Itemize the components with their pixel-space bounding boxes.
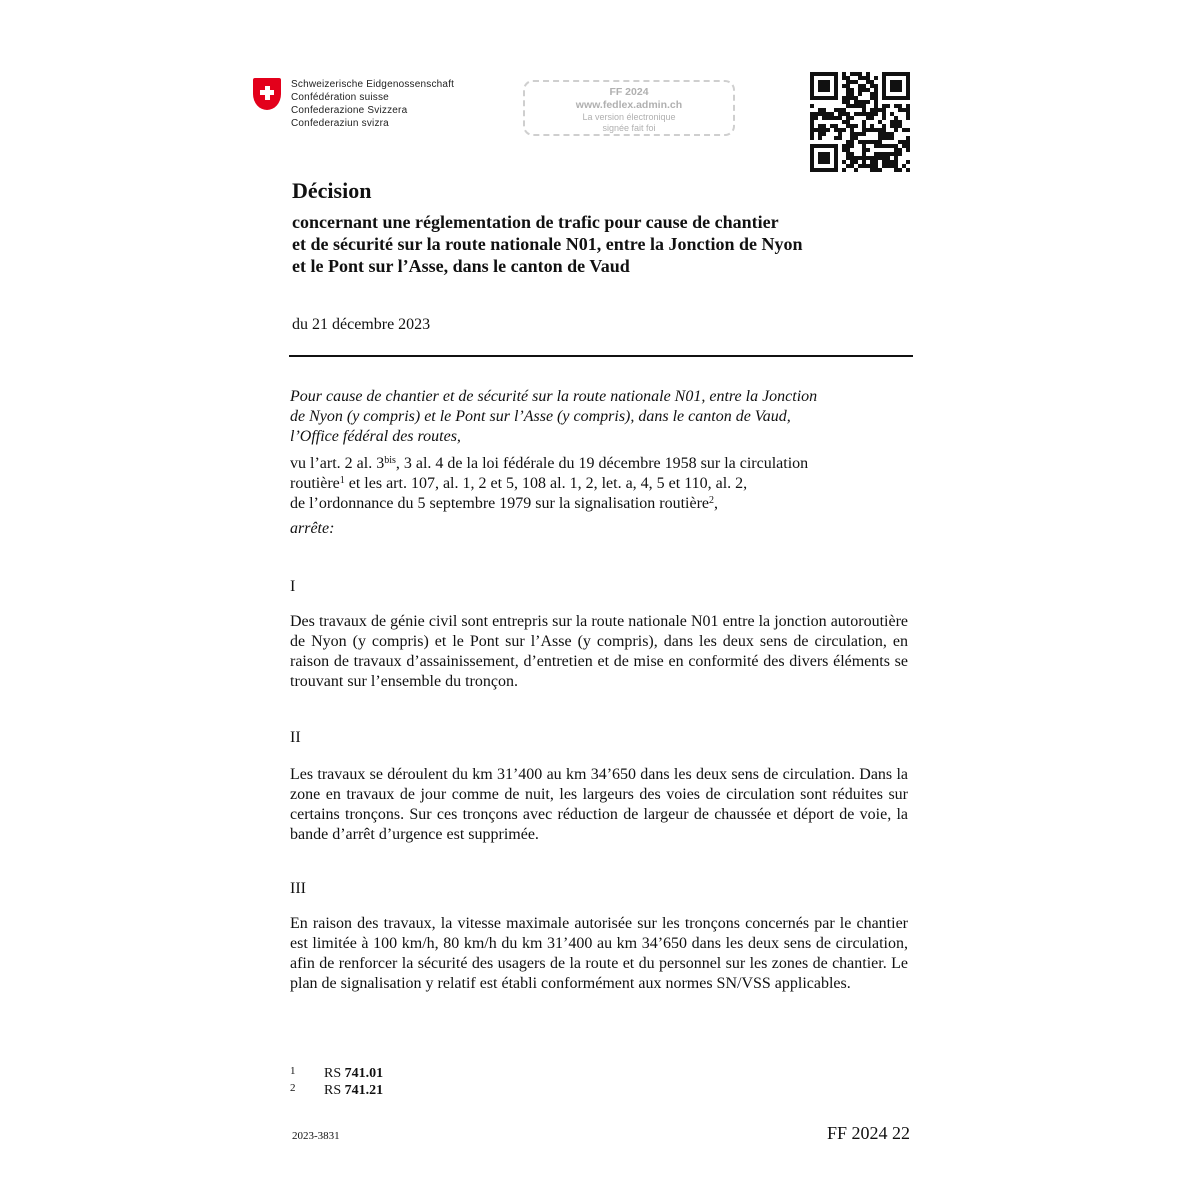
preamble bbox=[290, 387, 912, 447]
confederation-line-rm: Confederaziun svizra bbox=[291, 118, 389, 129]
preamble-line: l’Office fédéral des routes, bbox=[290, 428, 461, 445]
subtitle-line: et de sécurité sur la route nationale N01, entre la Jonction de Nyon bbox=[292, 234, 803, 254]
document-title: Décision bbox=[292, 178, 372, 203]
footnote-number: 1 bbox=[290, 1065, 296, 1077]
confederation-line-de: Schweizerische Eidgenossenschaft bbox=[291, 79, 455, 90]
footnote-ref-2[interactable]: 2 bbox=[709, 495, 714, 506]
stamp-note-1: La version électronique bbox=[582, 112, 676, 122]
document-number: 2023-3831 bbox=[292, 1130, 340, 1142]
section-number: II bbox=[290, 729, 301, 746]
legal-text: , bbox=[714, 495, 718, 512]
document-date: du 21 décembre 2023 bbox=[292, 316, 431, 333]
qr-code-icon bbox=[810, 72, 910, 172]
legal-superscript: bis bbox=[384, 455, 396, 466]
section-text: En raison des travaux, la vitesse maximale autorisée sur les tronçons concernés par le chantier est limitée à 100 km/h, 80 km/h du km 31’400 au km 34’650 dans les deux sens de circulation, afin de renforcer la sécurité des usagers de la route et du personnel sur les zones de chantier. Le plan de signalisation y relatif est établi conformément aux normes SN/VSS applicables. bbox=[290, 915, 908, 992]
confederation-line-fr: Confédération suisse bbox=[291, 92, 389, 103]
confederation-line-it: Confederazione Svizzera bbox=[291, 105, 408, 116]
footnote-2 bbox=[290, 1080, 383, 1099]
subtitle-line: concernant une réglementation de trafic pour cause de chantier bbox=[292, 212, 779, 232]
legal-text: routière bbox=[290, 475, 340, 492]
stamp-note-2: signée fait foi bbox=[602, 123, 656, 133]
legal-text: de l’ordonnance du 5 septembre 1979 sur la signalisation routière bbox=[290, 495, 709, 512]
preamble-line: de Nyon (y compris) et le Pont sur l’Asse (y compris), dans le canton de Vaud, bbox=[290, 408, 791, 425]
swiss-flag-logo bbox=[253, 78, 281, 110]
footnote-ref-1[interactable]: 1 bbox=[339, 475, 345, 486]
footnote-number: 2 bbox=[290, 1082, 296, 1094]
stamp-ff: FF 2024 bbox=[609, 86, 649, 98]
footnote-link[interactable]: 741.01 bbox=[344, 1066, 384, 1081]
page-reference: FF 2024 22 bbox=[826, 1123, 910, 1143]
section-number: III bbox=[290, 880, 306, 897]
legal-text: et les art. 107, al. 1, 2 et 5, 108 al. 1, 2, let. a, 4, 5 et 110, al. 2, bbox=[344, 475, 748, 492]
legal-basis bbox=[290, 454, 912, 514]
legal-text: , 3 al. 4 de la loi fédérale du 19 décembre 1958 sur la circulation bbox=[395, 455, 809, 472]
stamp-url: www.fedlex.admin.ch bbox=[575, 99, 683, 111]
subtitle-line: et le Pont sur l’Asse, dans le canton de Vaud bbox=[292, 256, 630, 276]
preamble-line: Pour cause de chantier et de sécurité sur la route nationale N01, entre la Jonction bbox=[290, 388, 818, 405]
electronic-signature-stamp bbox=[523, 80, 735, 136]
footnote-prefix: RS bbox=[324, 1083, 345, 1098]
section-text: Des travaux de génie civil sont entrepris sur la route nationale N01 entre la jonction autoroutière de Nyon (y compris) et le Pont sur l’Asse (y compris), dans les deux sens de circulation, en raison de travaux d’assainissement, d’entretien et de mise en conformité des divers éléments se trouvant sur l’ensemble du tronçon. bbox=[290, 613, 908, 690]
divider bbox=[289, 355, 913, 357]
legal-text: vu l’art. 2 al. 3 bbox=[290, 455, 385, 472]
section-text: Les travaux se déroulent du km 31’400 au km 34’650 dans les deux sens de circulation. Dans la zone en travaux de jour comme de nuit, les largeurs des voies de circulation sont réduites sur certains tronçons. Sur ces tronçons avec réduction de largeur de chaussée et déport de voie, la bande d’arrêt d’urgence est supprimée. bbox=[290, 766, 908, 843]
footnote-link[interactable]: 741.21 bbox=[344, 1083, 384, 1098]
arrete-label: arrête: bbox=[290, 520, 335, 537]
confederation-names bbox=[291, 78, 454, 130]
document-subtitle bbox=[292, 211, 912, 277]
section-number: I bbox=[290, 578, 296, 595]
footnote-prefix: RS bbox=[324, 1066, 345, 1081]
